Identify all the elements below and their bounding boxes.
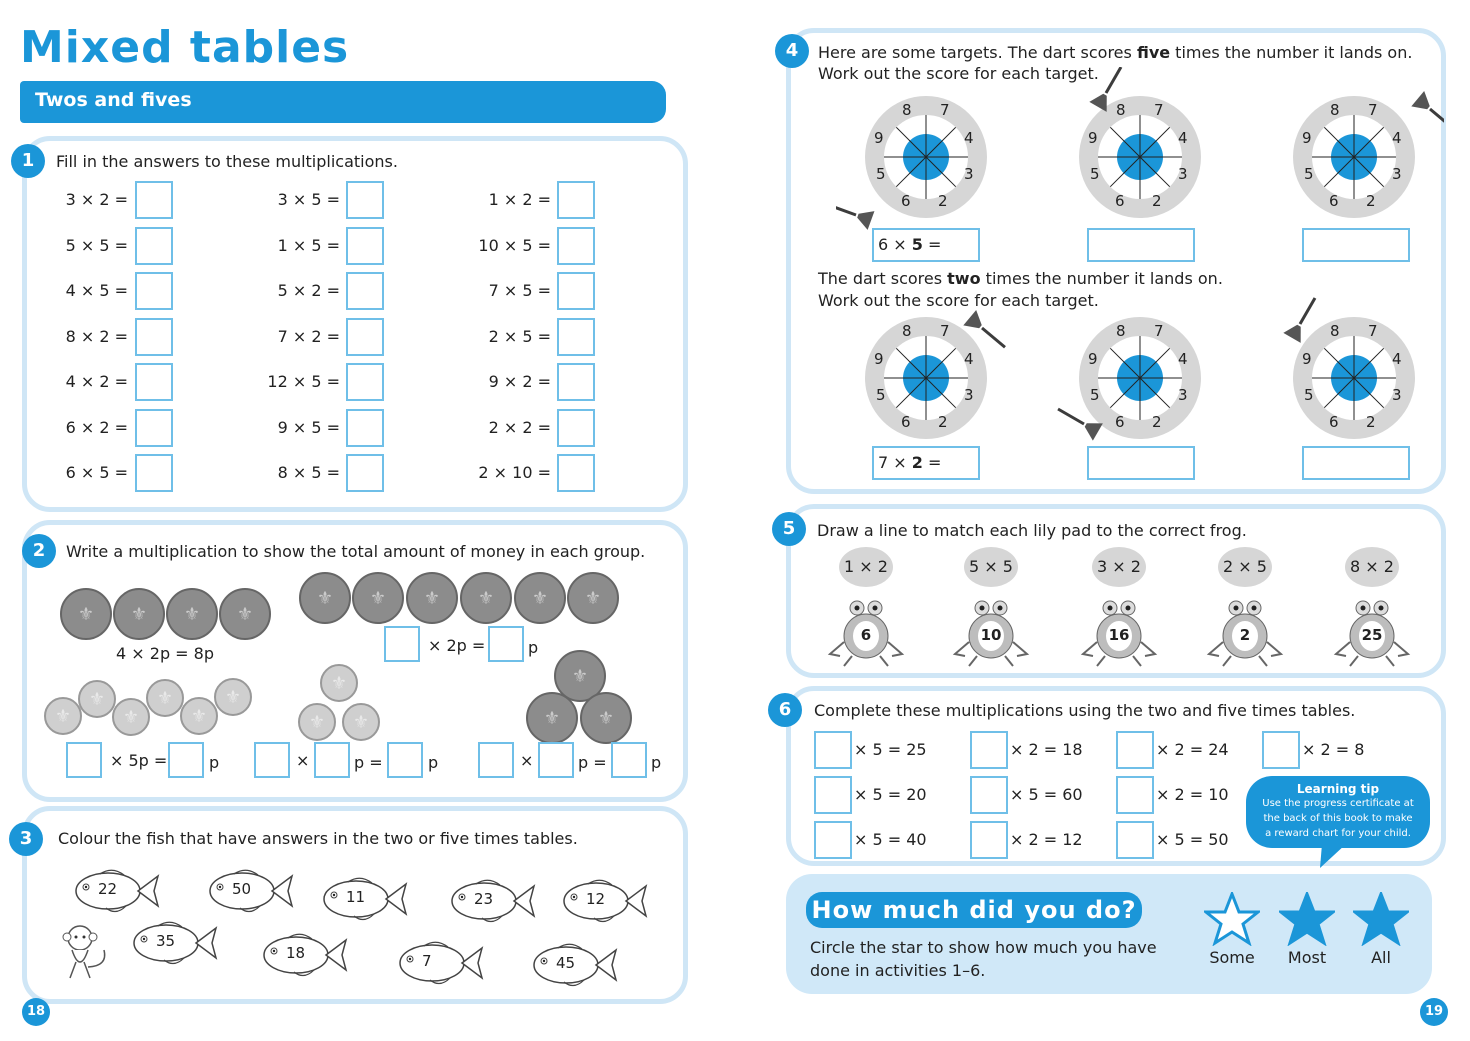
target-number: 4: [964, 350, 974, 368]
target-number: 3: [1392, 165, 1402, 183]
target-number: 7: [1154, 101, 1164, 119]
q4-instr-text: times the number it lands on.: [1170, 43, 1413, 62]
q5-number: 5: [772, 512, 806, 546]
q2-answer-box[interactable]: [611, 742, 647, 778]
target-number: 6: [1329, 413, 1339, 431]
target-number: 8: [1330, 322, 1340, 340]
q4-instruction-2: [818, 269, 1223, 288]
target-number: 7: [940, 322, 950, 340]
target-number: 3: [1178, 386, 1188, 404]
coin-5p: ⚜: [78, 680, 116, 718]
q4-answer-box[interactable]: [1302, 446, 1410, 480]
q1-equation: 8 × 2 =: [65, 326, 128, 346]
coin-2p: ⚜: [166, 588, 218, 640]
how-much-title: How much did you do?: [806, 892, 1142, 928]
q2-mult-5p: × 5p =: [110, 751, 168, 770]
q1-instruction: Fill in the answers to these multiplications.: [56, 152, 398, 171]
coin-2p: ⚜: [60, 588, 112, 640]
coin-2p: ⚜: [406, 572, 458, 624]
target-number: 6: [1115, 192, 1125, 210]
target-number: 5: [1090, 165, 1100, 183]
target-number: 8: [902, 322, 912, 340]
q1-equation: 6 × 5 =: [65, 463, 128, 482]
coin-2p: ⚜: [526, 692, 578, 744]
q2-mult-2p: × 2p =: [428, 636, 486, 655]
target-number: 2: [1152, 192, 1162, 210]
q4-example-box: [872, 228, 980, 262]
coin-2p: ⚜: [514, 572, 566, 624]
q1-answer-box[interactable]: [557, 181, 595, 219]
fish-number: 18: [286, 944, 306, 962]
coin-2p: ⚜: [554, 650, 606, 702]
q6-answer-box[interactable]: [1262, 731, 1300, 769]
fish-number: 11: [346, 888, 366, 906]
q6-answer-box[interactable]: [1116, 731, 1154, 769]
q2-answer-box[interactable]: [478, 742, 514, 778]
q1-answer-box[interactable]: [557, 272, 595, 310]
coin-5p: ⚜: [298, 703, 336, 741]
q1-answer-box[interactable]: [135, 318, 173, 356]
q1-answer-box[interactable]: [346, 181, 384, 219]
star-label-some: Some: [1209, 948, 1255, 967]
coin-2p: ⚜: [460, 572, 512, 624]
coin-5p: ⚜: [342, 703, 380, 741]
q6-answer-box[interactable]: [814, 821, 852, 859]
q2-answer-box[interactable]: [254, 742, 290, 778]
star-icon-all[interactable]: [1353, 892, 1409, 946]
q4-instr-text: Here are some targets. The dart scores: [818, 43, 1137, 62]
q4-instruction-1b: Work out the score for each target.: [818, 64, 1099, 83]
fish-number: 50: [232, 880, 252, 898]
q6-answer-box[interactable]: [970, 731, 1008, 769]
q1-answer-box[interactable]: [557, 318, 595, 356]
dart-target-icon: [836, 288, 1016, 468]
q2-answer-box[interactable]: [387, 742, 423, 778]
q4-answer-box[interactable]: [1087, 446, 1195, 480]
q1-equation: 8 × 5 =: [277, 463, 340, 482]
coin-2p: ⚜: [352, 572, 404, 624]
dart-target-icon: [1050, 67, 1230, 247]
target-number: 7: [1368, 322, 1378, 340]
banner-text: Twos and fives: [35, 89, 192, 111]
target-number: 8: [1330, 101, 1340, 119]
q5-instruction: Draw a line to match each lily pad to the correct frog.: [817, 521, 1247, 540]
dart-target-icon: [1264, 288, 1444, 468]
q6-equation: × 5 = 60: [1010, 785, 1083, 804]
target-number: 5: [1090, 386, 1100, 404]
target-number: 6: [1115, 413, 1125, 431]
q6-equation: × 2 = 12: [1010, 830, 1083, 849]
target-number: 9: [874, 129, 884, 147]
lily-pad[interactable]: 3 × 2: [1092, 547, 1146, 587]
q6-answer-box[interactable]: [1116, 821, 1154, 859]
q2-answer-box[interactable]: [488, 626, 524, 662]
q6-equation: × 5 = 25: [854, 740, 927, 759]
how-much-line2: done in activities 1–6.: [810, 961, 986, 980]
q1-equation: 1 × 2 =: [488, 190, 551, 209]
q6-answer-box[interactable]: [970, 821, 1008, 859]
q2-unit-eq: p =: [578, 753, 607, 772]
q2-unit: p: [209, 753, 220, 772]
target-number: 2: [938, 413, 948, 431]
q2-example: 4 × 2p = 8p: [116, 644, 215, 663]
target-number: 9: [1088, 129, 1098, 147]
q4-answer-box[interactable]: [1302, 228, 1410, 262]
dart-target-icon: [836, 67, 1016, 247]
dart-target-icon: [1050, 288, 1230, 468]
fish-number: 23: [474, 890, 494, 908]
coin-5p: ⚜: [146, 679, 184, 717]
target-number: 9: [1088, 350, 1098, 368]
tip-line: Use the progress certificate at: [1262, 798, 1414, 809]
target-number: 6: [1329, 192, 1339, 210]
tip-line: a reward chart for your child.: [1265, 828, 1411, 839]
target-number: 9: [1302, 350, 1312, 368]
target-number: 4: [1392, 129, 1402, 147]
tip-pointer: [1318, 844, 1348, 870]
ex-text: 6 ×: [878, 235, 912, 254]
q6-answer-box[interactable]: [814, 776, 852, 814]
fish-number: 7: [422, 952, 432, 970]
frog-number: 2: [1239, 626, 1251, 644]
coin-2p: ⚜: [580, 692, 632, 744]
target-number: 9: [874, 350, 884, 368]
q1-answer-box[interactable]: [135, 409, 173, 447]
target-number: 8: [1116, 322, 1126, 340]
q1-equation: 7 × 5 =: [488, 281, 551, 300]
q1-equation: 7 × 2 =: [277, 326, 340, 346]
coin-2p: ⚜: [113, 588, 165, 640]
q1-answer-box[interactable]: [346, 227, 384, 265]
q3-number: 3: [9, 822, 43, 856]
dart-target-icon: [1264, 67, 1444, 247]
q1-answer-box[interactable]: [557, 227, 595, 265]
q1-equation: 3 × 2 =: [65, 190, 128, 209]
q1-answer-box[interactable]: [557, 454, 595, 492]
page-title: Mixed tables: [20, 22, 350, 73]
q1-equation: 12 × 5 =: [267, 372, 340, 391]
coin-2p: ⚜: [567, 572, 619, 624]
q2-answer-box[interactable]: [314, 742, 350, 778]
target-number: 3: [1178, 165, 1188, 183]
tip-title: Learning tip: [1296, 782, 1380, 796]
q2-answer-box[interactable]: [168, 742, 204, 778]
fish-number: 22: [98, 880, 118, 898]
q1-equation: 5 × 2 =: [277, 281, 340, 300]
q6-equation: × 2 = 24: [1156, 740, 1229, 759]
fish-number: 12: [586, 890, 606, 908]
q6-equation: × 2 = 8: [1302, 740, 1365, 759]
q2-answer-box[interactable]: [384, 626, 420, 662]
q2-unit-eq: p =: [354, 753, 383, 772]
fish-number: 35: [156, 932, 176, 950]
q1-answer-box[interactable]: [346, 272, 384, 310]
coin-2p: ⚜: [219, 588, 271, 640]
q2-answer-box[interactable]: [66, 742, 102, 778]
q2-unit: p: [428, 753, 439, 772]
q4-instr-bold: five: [1136, 43, 1171, 62]
target-number: 4: [964, 129, 974, 147]
q1-equation: 1 × 5 =: [277, 235, 340, 255]
q6-instruction: Complete these multiplications using the two and five times tables.: [814, 701, 1356, 720]
q1-answer-box[interactable]: [557, 363, 595, 401]
target-number: 2: [938, 192, 948, 210]
q2-unit: p: [528, 638, 539, 657]
target-number: 9: [1302, 129, 1312, 147]
q4-instruction-2b: Work out the score for each target.: [818, 291, 1099, 310]
q6-equation: × 2 = 10: [1156, 785, 1229, 804]
q1-equation: 9 × 5 =: [277, 417, 340, 437]
ex-bold: 5: [911, 235, 923, 254]
learning-tip: [1246, 776, 1430, 848]
q2-answer-box[interactable]: [538, 742, 574, 778]
page-number-left: 18: [22, 998, 50, 1026]
q1-equation: 6 × 2 =: [65, 417, 128, 437]
q1-equation: 2 × 2 =: [488, 417, 551, 437]
q1-equation: 3 × 5 =: [277, 190, 340, 209]
target-number: 4: [1392, 350, 1402, 368]
q1-equation: 4 × 5 =: [65, 281, 128, 300]
q6-number: 6: [768, 693, 802, 727]
star-label-all: All: [1371, 948, 1391, 967]
star-label-most: Most: [1287, 948, 1327, 967]
q4-instr-text: The dart scores: [818, 269, 948, 288]
q1-equation: 10 × 5 =: [478, 235, 551, 255]
coin-5p: ⚜: [180, 697, 218, 735]
q4-instruction-1: [818, 43, 1412, 62]
q1-answer-box[interactable]: [346, 318, 384, 356]
coin-5p: ⚜: [112, 698, 150, 736]
frog-number: 16: [1108, 626, 1130, 644]
star-icon-most[interactable]: [1279, 892, 1335, 946]
q4-instr-bold: two: [947, 269, 981, 288]
lily-pad[interactable]: 5 × 5: [964, 547, 1018, 587]
star-icon-some[interactable]: [1204, 892, 1260, 946]
lily-pad[interactable]: 8 × 2: [1345, 547, 1399, 587]
q2-unit: p: [651, 753, 662, 772]
target-number: 5: [1304, 165, 1314, 183]
fish-number: 45: [556, 954, 576, 972]
q1-answer-box[interactable]: [135, 363, 173, 401]
target-number: 7: [1368, 101, 1378, 119]
frog-number: 10: [980, 626, 1002, 644]
q1-equation: 2 × 5 =: [488, 326, 551, 346]
q6-answer-box[interactable]: [970, 776, 1008, 814]
q1-equation: 5 × 5 =: [65, 235, 128, 255]
q1-equation: 9 × 2 =: [488, 372, 551, 391]
section-banner: [20, 81, 666, 123]
q4-answer-box[interactable]: [1087, 228, 1195, 262]
target-number: 2: [1366, 192, 1376, 210]
q4-example-box: [872, 446, 980, 480]
q1-answer-box[interactable]: [135, 181, 173, 219]
ex-text: 7 ×: [878, 453, 912, 472]
q4-instr-text: times the number it lands on.: [980, 269, 1223, 288]
coin-5p: ⚜: [320, 664, 358, 702]
target-number: 8: [1116, 101, 1126, 119]
target-number: 6: [901, 413, 911, 431]
q6-equation: × 2 = 18: [1010, 740, 1083, 759]
target-number: 7: [940, 101, 950, 119]
q1-answer-box[interactable]: [346, 454, 384, 492]
q2-times: ×: [520, 751, 534, 770]
coin-5p: ⚜: [44, 697, 82, 735]
target-number: 3: [1392, 386, 1402, 404]
q6-answer-box[interactable]: [1116, 776, 1154, 814]
fish-icon[interactable]: [396, 938, 486, 988]
target-number: 2: [1152, 413, 1162, 431]
target-number: 8: [902, 101, 912, 119]
q2-number: 2: [22, 534, 56, 568]
q2-instruction: Write a multiplication to show the total amount of money in each group.: [66, 542, 646, 561]
q1-answer-box[interactable]: [557, 409, 595, 447]
q1-answer-box[interactable]: [135, 227, 173, 265]
target-number: 6: [901, 192, 911, 210]
q1-answer-box[interactable]: [346, 409, 384, 447]
lily-pad[interactable]: 1 × 2: [839, 547, 893, 587]
coin-2p: ⚜: [299, 572, 351, 624]
q6-equation: × 5 = 50: [1156, 830, 1229, 849]
target-number: 5: [876, 165, 886, 183]
target-number: 4: [1178, 129, 1188, 147]
ex-text: =: [922, 235, 942, 254]
q1-equation: 4 × 2 =: [65, 372, 128, 391]
tip-line: the back of this book to make: [1263, 813, 1413, 824]
q4-number: 4: [775, 34, 809, 68]
target-number: 3: [964, 386, 974, 404]
target-number: 5: [876, 386, 886, 404]
monkey-icon: [58, 922, 114, 980]
q6-equation: × 5 = 40: [854, 830, 927, 849]
target-number: 7: [1154, 322, 1164, 340]
q1-answer-box[interactable]: [346, 363, 384, 401]
q1-answer-box[interactable]: [135, 272, 173, 310]
q6-equation: × 5 = 20: [854, 785, 927, 804]
page-number-right: 19: [1420, 998, 1448, 1026]
q2-times: ×: [296, 751, 310, 770]
q3-instruction: Colour the fish that have answers in the two or five times tables.: [58, 829, 578, 848]
how-much-line1: Circle the star to show how much you have: [810, 938, 1157, 957]
q1-number: 1: [11, 144, 45, 178]
ex-text: =: [922, 453, 942, 472]
q1-answer-box[interactable]: [135, 454, 173, 492]
q1-equation: 2 × 10 =: [478, 463, 551, 482]
frog-number: 6: [860, 626, 872, 644]
lily-pad[interactable]: 2 × 5: [1218, 547, 1272, 587]
target-number: 3: [964, 165, 974, 183]
frog-number: 25: [1361, 626, 1383, 644]
ex-bold: 2: [911, 453, 923, 472]
q6-answer-box[interactable]: [814, 731, 852, 769]
target-number: 4: [1178, 350, 1188, 368]
target-number: 2: [1366, 413, 1376, 431]
coin-5p: ⚜: [214, 678, 252, 716]
target-number: 5: [1304, 386, 1314, 404]
